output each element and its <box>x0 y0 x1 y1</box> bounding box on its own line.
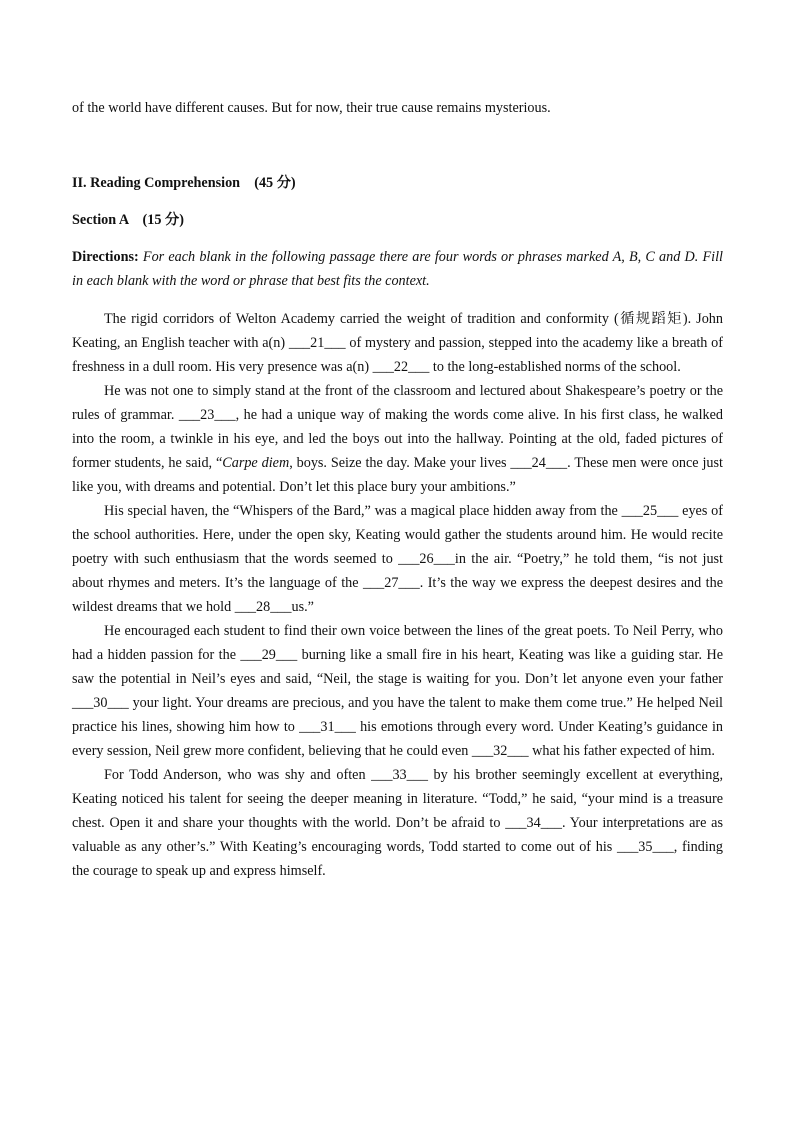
carryover-paragraph: of the world have different causes. But for now, their true cause remains mysterious. <box>72 100 551 116</box>
directions-label: Directions: <box>72 249 139 265</box>
passage-paragraph-3: His special haven, the “Whispers of the Bard,” was a magical place hidden away from the ___25___ eyes of the school authorities. Here, under the open sky, Keating would gather the students around him. He would recite poetry with such enthusiasm that the words seemed to ___26___in the air. “Poetry,” he told them, “is not just about rhymes and meters. It’s the language of the ___27___. It’s the way we express the deepest desires and the wildest dreams that we hold ___28___us.” <box>72 503 723 615</box>
passage-paragraph-2 <box>72 379 723 499</box>
section-heading: II. Reading Comprehension (45 分) <box>72 175 296 191</box>
latin-phrase: Carpe diem <box>222 455 290 471</box>
directions-text: For each blank in the following passage there are four words or phrases marked A, B, C and D. Fill in each blank with the word or phrase that best fits the context. <box>72 249 723 289</box>
subsection-heading: Section A (15 分) <box>72 212 184 228</box>
directions <box>72 245 723 293</box>
passage-paragraph-5: For Todd Anderson, who was shy and often ___33___ by his brother seemingly excellent at everything, Keating noticed his talent for seeing the deeper meaning in literature. “Todd,” he said, “your mind is a treasure chest. Open it and share your thoughts with the world. Don’t be afraid to ___34___. Your interpretations are as valuable as any other’s.” With Keating’s encouraging words, Todd started to come out of his ___35___, finding the courage to speak up and express himself. <box>72 767 723 879</box>
passage-paragraph-1: The rigid corridors of Welton Academy carried the weight of tradition and conformity (循规蹈矩). John Keating, an English teacher with a(n) ___21___ of mystery and passion, stepped into the academy like a breath of freshness in a dull room. His very presence was a(n) ___22___ to the long-established norms of the school. <box>72 311 723 375</box>
passage-paragraph-4: He encouraged each student to find their own voice between the lines of the great poets. To Neil Perry, who had a hidden passion for the ___29___ burning like a small fire in his heart, Keating was like a guiding star. He saw the potential in Neil’s eyes and said, “Neil, the stage is waiting for you. Don’t let anyone even your father ___30___ your light. Your dreams are precious, and you have the talent to make them come true.” He helped Neil practice his lines, showing him how to ___31___ his emotions through every word. Under Keating’s guidance in every session, Neil grew more confident, believing that he could even ___32___ what his father expected of him. <box>72 623 723 759</box>
passage-paragraph-2-part-a: He was not one to simply stand at the front of the classroom and lectured about Shakespeare’s poetry or the rules of grammar. ___23___, he had a unique way of making the words come alive. In his first class, he walked into the room, a twinkle in his eye, and led the boys out into the hallway. Pointing at the old, faded pictures of former students, he said, “ <box>72 383 723 471</box>
passage-paragraph-2-part-b: , boys. Seize the day. Make your lives ___24___. These men were once just like you, with dreams and potential. Don’t let this place bury your ambitions.” <box>72 455 723 495</box>
passage <box>72 307 723 883</box>
